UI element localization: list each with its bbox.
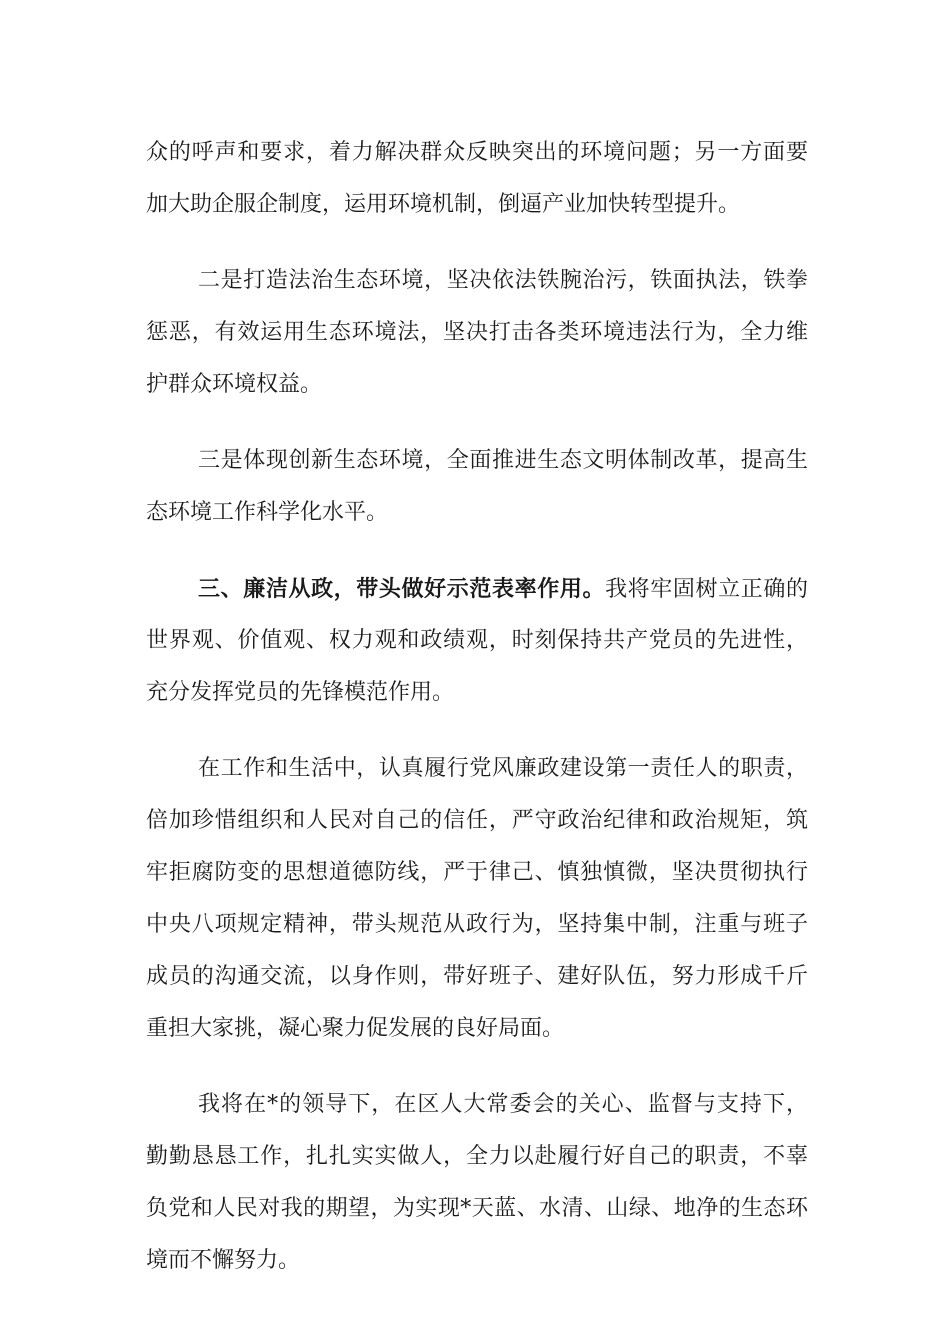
text-line: 二是打造法治生态环境，坚决依法铁腕治污，铁面执法，铁拳 [198,268,808,293]
text-line: 倍加珍惜组织和人民对自己的信任，严守政治纪律和政治规矩，筑 [146,808,808,833]
text-line [146,563,808,615]
paragraph-innovation-environment [146,435,808,539]
paragraph-legal-environment [146,255,808,411]
paragraph-continuation [146,127,808,231]
text-line: 在工作和生活中，认真履行党风廉政建设第一责任人的职责， [198,756,808,781]
text-line: 惩恶，有效运用生态环境法，坚决打击各类环境违法行为，全力维 [146,320,808,345]
paragraph-integrity-section [146,563,808,719]
text-line: 加大助企服企制度，运用环境机制，倒逼产业加快转型提升。 [146,192,741,217]
document-body [146,127,808,1287]
text-run: 我将牢固树立正确的 [605,577,808,602]
section-heading: 三、廉洁从政，带头做好示范表率作用。 [198,576,606,602]
text-line: 中央八项规定精神，带头规范从政行为，坚持集中制，注重与班子 [146,912,808,937]
text-line: 护群众环境权益。 [146,372,323,397]
text-line: 重担大家挑，凝心聚力促发展的良好局面。 [146,1016,565,1041]
text-line: 充分发挥党员的先锋模范作用。 [146,680,455,705]
text-line: 世界观、价值观、权力观和政绩观，时刻保持共产党员的先进性， [146,628,808,653]
text-line: 我将在*的领导下，在区人大常委会的关心、监督与支持下， [198,1092,808,1117]
text-line: 牢拒腐防变的思想道德防线，严于律己、慎独慎微，坚决贯彻执行 [146,860,808,885]
paragraph-work-and-life [146,743,808,1055]
text-line: 态环境工作科学化水平。 [146,500,389,525]
text-line: 境而不懈努力。 [146,1248,301,1273]
text-line: 众的呼声和要求，着力解决群众反映突出的环境问题；另一方面要 [146,140,808,165]
text-line: 三是体现创新生态环境，全面推进生态文明体制改革，提高生 [198,448,808,473]
paragraph-closing [146,1079,808,1287]
text-line: 成员的沟通交流，以身作则，带好班子、建好队伍，努力形成千斤 [146,964,808,989]
text-line: 负党和人民对我的期望，为实现*天蓝、水清、山绿、地净的生态环 [146,1196,808,1221]
text-line: 勤勤恳恳工作，扎扎实实做人，全力以赴履行好自己的职责，不辜 [146,1144,808,1169]
